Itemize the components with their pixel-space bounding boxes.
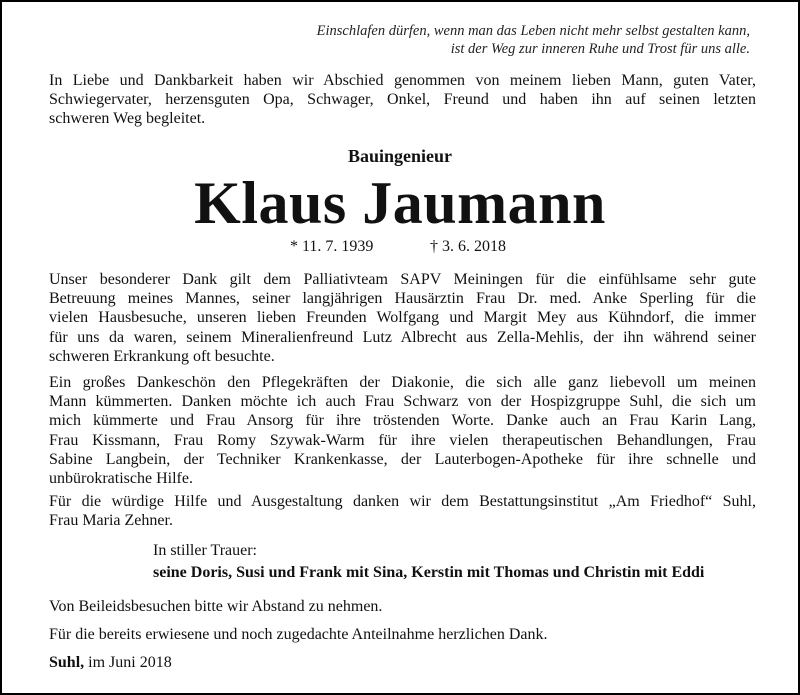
text-line: mich kümmerte und Frau Ansorg für ihre tröstenden Worte. Danke auch an Frau Karin Lang, [49, 412, 756, 430]
birth-date: * 11. 7. 1939 [290, 238, 374, 255]
text-line: für uns da waren, seinem Mineralienfreund Lutz Albrecht aus Zella-Mehlis, der ihn während seiner [49, 328, 756, 346]
text-line: Schwiegervater, herzensguten Opa, Schwager, Onkel, Freund und haben ihn auf seinen letzten [49, 91, 756, 109]
deceased-name: Klaus Jaumann [194, 170, 606, 236]
mourner-names: seine Doris, Susi und Frank mit Sina, Kerstin mit Thomas und Christin mit Eddi [153, 564, 705, 581]
text-line: Frau Maria Zehner. [49, 512, 173, 530]
text-line: Mann kümmerten. Danken möchte ich auch Frau Schwarz von der Hospizgruppe Suhl, die sich um [49, 393, 756, 411]
text-line: Für die würdige Hilfe und Ausgestaltung danken wir dem Bestattungsinstitut „Am Friedhof“ Suhl, [49, 493, 756, 510]
motto-line: ist der Weg zur inneren Ruhe und Trost für uns alle. [450, 41, 750, 57]
text-line: Sabine Langbein, der Techniker Krankenkasse, der Lauterbogen-Apotheke für ihre schnelle und [49, 450, 756, 468]
motto-quote [317, 22, 750, 58]
signoff-place: Suhl, [49, 654, 85, 671]
death-date: † 3. 6. 2018 [430, 238, 506, 255]
text-line: schweren Erkrankung oft besuchte. [49, 347, 275, 365]
text-line: Frau Kissmann, Frau Romy Szywak-Warm für ihre vielen therapeutischen Behandlungen, Frau [49, 431, 756, 449]
text-line: vielen Hausbesuche, unseren lieben Freunden Wolfgang und Margit Mey aus Kühndorf, die immer [49, 309, 756, 327]
closing-thanks: Für die bereits erwiesene und noch zugedachte Anteilnahme herzlichen Dank. [49, 626, 548, 643]
profession-title: Bauingenieur [347, 146, 453, 166]
text-line: Unser besonderer Dank gilt dem Palliativteam SAPV Meiningen für die einfühlsame sehr gute [49, 271, 756, 288]
motto-line: Einschlafen dürfen, wenn man das Leben nicht mehr selbst gestalten kann, [316, 23, 750, 39]
text-line: schweren Weg begleitet. [49, 110, 206, 128]
text-line: unbürokratische Hilfe. [49, 470, 193, 488]
signoff [49, 654, 172, 672]
text-line: Betreuung meines Mannes, seiner langjährigen Hausärztin Frau Dr. med. Anke Sperling für die [49, 290, 756, 308]
thanks-paragraph-funeral [49, 492, 756, 530]
thanks-paragraph-nursing [49, 373, 756, 488]
thanks-paragraph-care [49, 270, 756, 366]
mourning-label: In stiller Trauer: [153, 542, 257, 559]
condolence-visit-notice: Von Beileidsbesuchen bitte wir Abstand zu nehmen. [49, 598, 383, 615]
intro-paragraph [49, 71, 756, 129]
text-line: In Liebe und Dankbarkeit haben wir Abschied genommen von meinem lieben Mann, guten Vater, [49, 72, 756, 89]
text-line: Ein großes Dankeschön den Pflegekräften der Diakonie, die sich alle ganz liebevoll um meinen [49, 374, 756, 391]
signoff-date: im Juni 2018 [84, 654, 172, 671]
